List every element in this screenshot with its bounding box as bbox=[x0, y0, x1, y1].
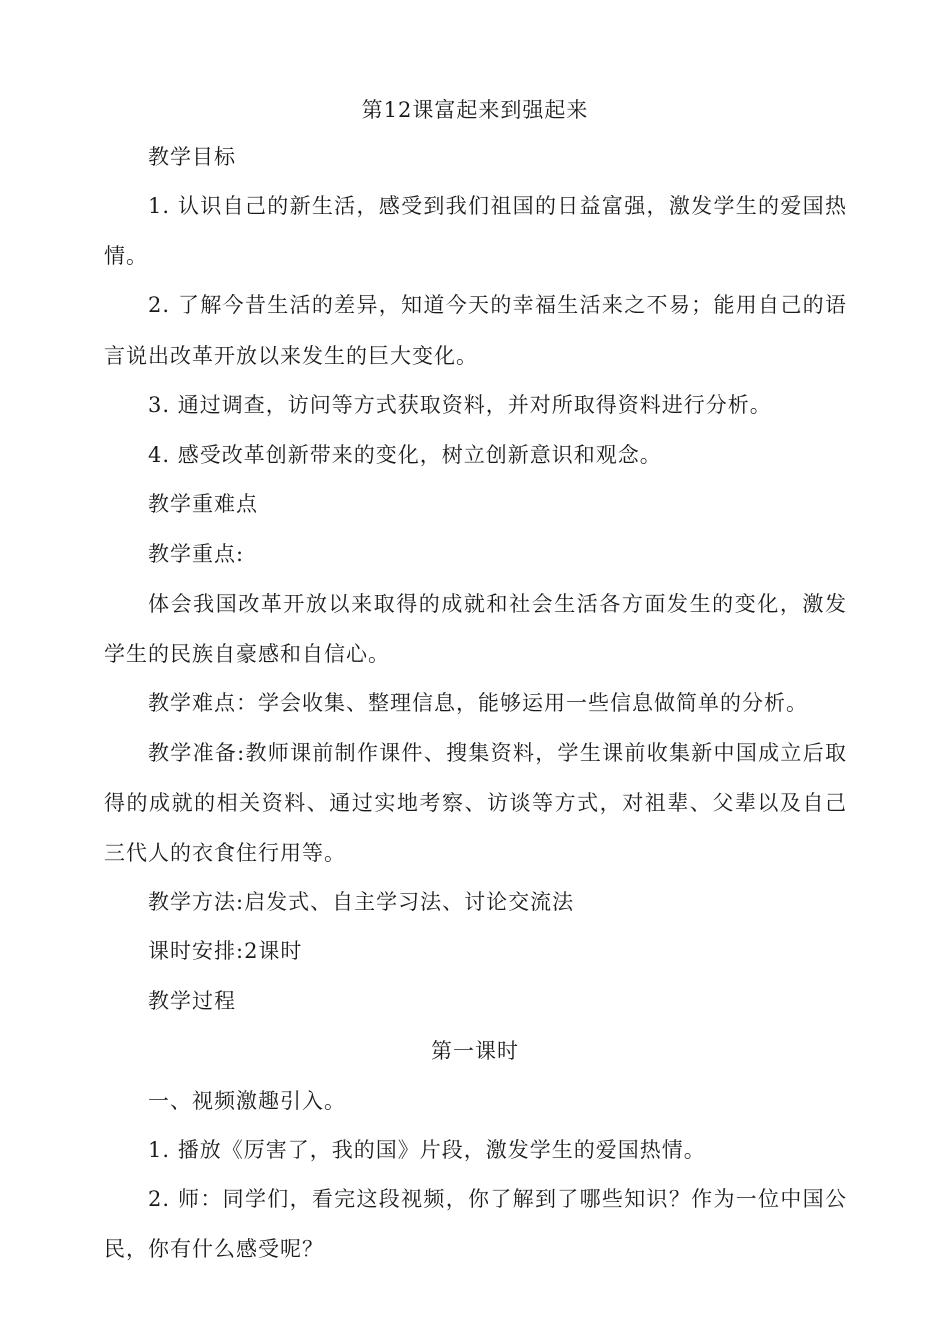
heading-teaching-process: 教学过程 bbox=[148, 989, 236, 1013]
key-points-line-1: 体会我国改革开放以来取得的成就和社会生活各方面发生的变化，激发 bbox=[148, 592, 847, 616]
section-video-intro: 一、视频激趣引入。 bbox=[148, 1089, 346, 1113]
page-title: 第12课富起来到强起来 bbox=[361, 98, 589, 122]
step-2-line-1: 2. 师：同学们，看完这段视频，你了解到了哪些知识？作为一位中国公 bbox=[148, 1187, 847, 1211]
step-1: 1. 播放《厉害了，我的国》片段，激发学生的爱国热情。 bbox=[148, 1138, 706, 1162]
step-2-line-2: 民，你有什么感受呢？ bbox=[104, 1237, 324, 1261]
heading-key-difficult-points: 教学重难点 bbox=[148, 492, 258, 516]
heading-teaching-goals: 教学目标 bbox=[148, 145, 236, 169]
key-points-line-2: 学生的民族自豪感和自信心。 bbox=[104, 642, 390, 666]
class-schedule: 课时安排:2课时 bbox=[148, 939, 303, 963]
goal-4: 4. 感受改革创新带来的变化，树立创新意识和观念。 bbox=[148, 443, 662, 467]
heading-first-lesson: 第一课时 bbox=[431, 1039, 519, 1063]
goal-2-line-2: 言说出改革开放以来发生的巨大变化。 bbox=[104, 344, 478, 368]
goal-1-line-1: 1. 认识自己的新生活，感受到我们祖国的日益富强，激发学生的爱国热 bbox=[148, 194, 847, 218]
goal-3: 3. 通过调查，访问等方式获取资料，并对所取得资料进行分析。 bbox=[148, 393, 772, 417]
teaching-methods: 教学方法:启发式、自主学习法、讨论交流法 bbox=[148, 890, 575, 914]
preparation-line-2: 得的成就的相关资料、通过实地考察、访谈等方式，对祖辈、父辈以及自己 bbox=[104, 791, 847, 815]
heading-key-points: 教学重点: bbox=[148, 542, 245, 566]
goal-2-line-1: 2. 了解今昔生活的差异，知道今天的幸福生活来之不易；能用自己的语 bbox=[148, 293, 847, 317]
preparation-line-3: 三代人的衣食住行用等。 bbox=[104, 841, 346, 865]
goal-1-line-2: 情。 bbox=[104, 244, 148, 268]
preparation-line-1: 教学准备:教师课前制作课件、搜集资料，学生课前收集新中国成立后取 bbox=[148, 741, 847, 765]
difficult-points: 教学难点：学会收集、整理信息，能够运用一些信息做简单的分析。 bbox=[148, 691, 808, 715]
